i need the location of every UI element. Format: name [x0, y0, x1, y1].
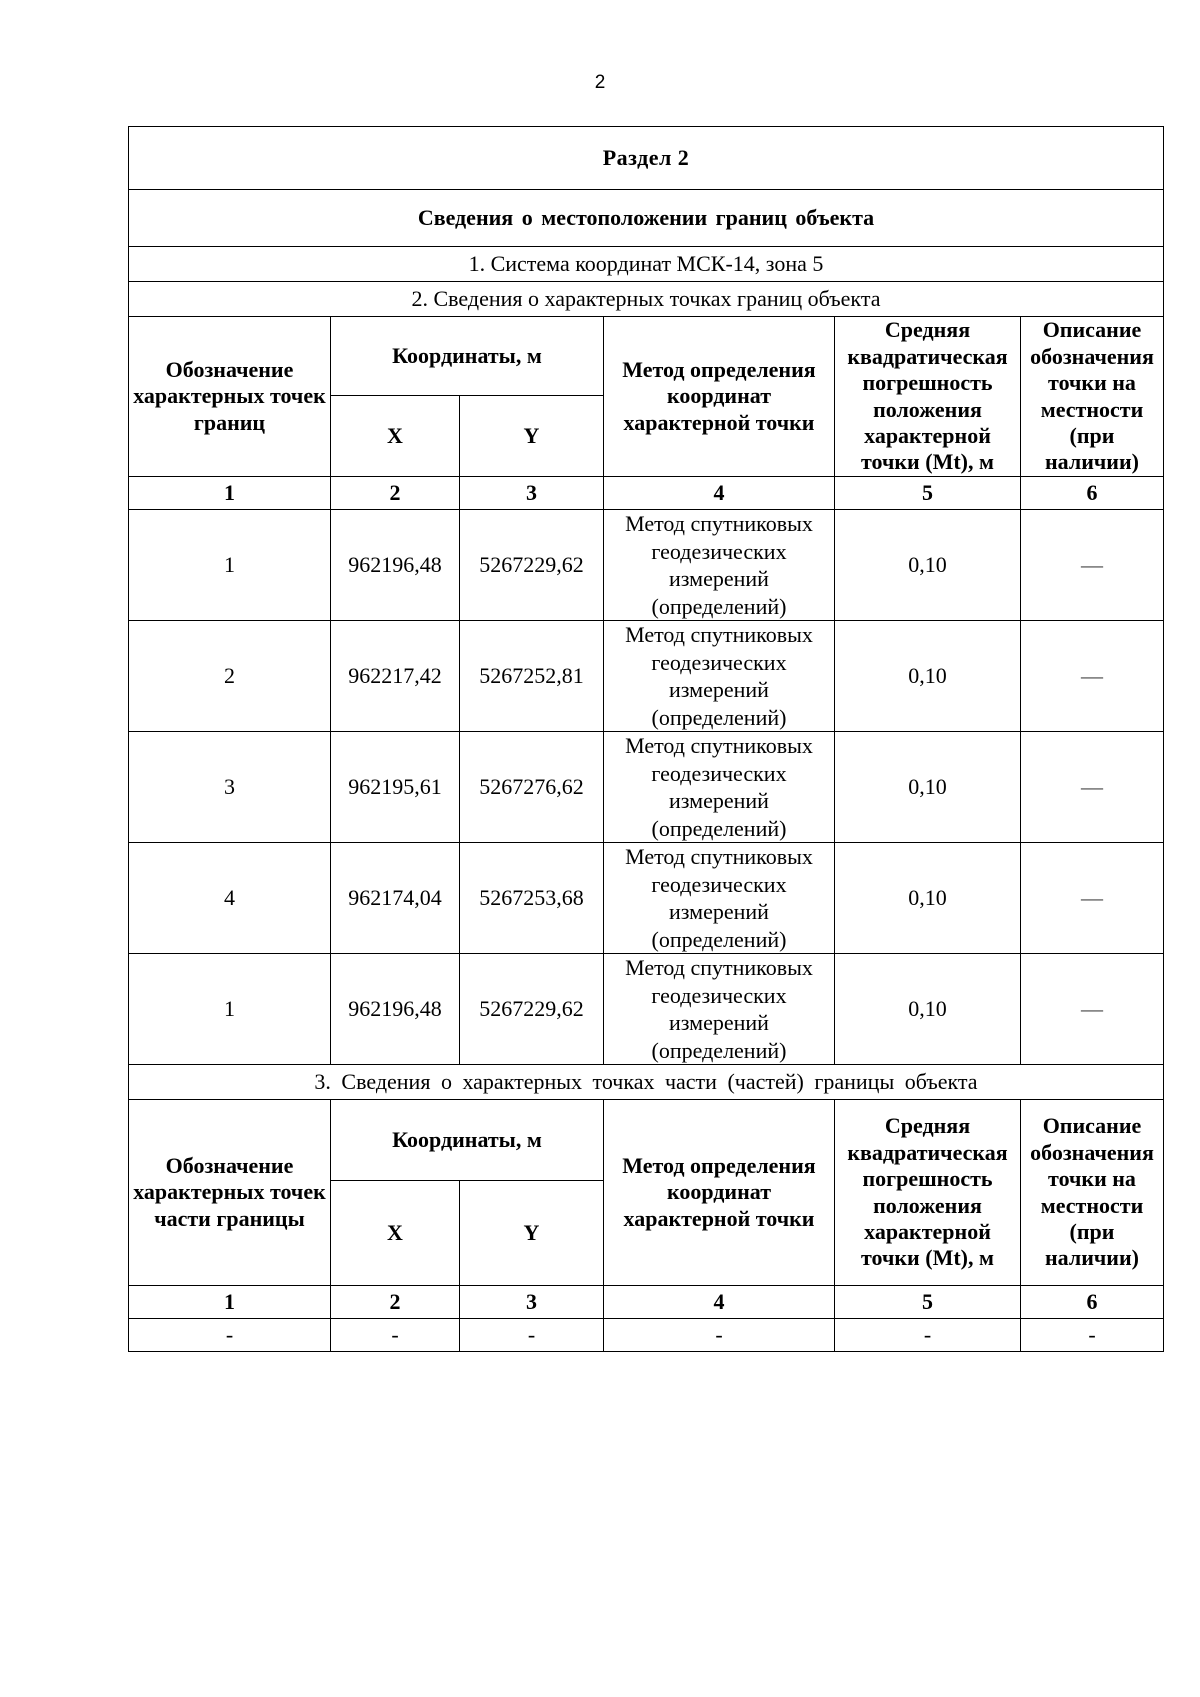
table-row	[129, 843, 1164, 954]
coord-x: 962217,42	[331, 621, 460, 732]
header-designation: Обозначение характерных точек части границы	[129, 1100, 331, 1286]
column-number: 1	[129, 1286, 331, 1319]
header-coordinates: Координаты, м	[331, 317, 604, 396]
column-number: 6	[1021, 1286, 1164, 1319]
header-x: X	[331, 396, 460, 477]
point-designation: 2	[129, 621, 331, 732]
point-designation: 3	[129, 732, 331, 843]
column-number: 6	[1021, 477, 1164, 510]
column-number: 5	[835, 477, 1021, 510]
method: Метод спутниковых геодезических измерений (определений)	[604, 843, 835, 954]
description: —	[1021, 621, 1164, 732]
method: Метод спутниковых геодезических измерений (определений)	[604, 732, 835, 843]
column-numbers-row	[129, 477, 1164, 510]
coord-y: -	[460, 1319, 604, 1352]
point-designation: -	[129, 1319, 331, 1352]
header-designation: Обозначение характерных точек границ	[129, 317, 331, 477]
error: 0,10	[835, 732, 1021, 843]
header-description: Описание обозначения точки на местности (при наличии)	[1021, 1100, 1164, 1286]
error: 0,10	[835, 621, 1021, 732]
column-number: 4	[604, 477, 835, 510]
coord-x: 962195,61	[331, 732, 460, 843]
coord-x: 962174,04	[331, 843, 460, 954]
description: —	[1021, 732, 1164, 843]
column-numbers-row	[129, 1286, 1164, 1319]
header-error: Средняя квадратическая погрешность положения характерной точки (Mt), м	[835, 317, 1021, 477]
method: Метод спутниковых геодезических измерений (определений)	[604, 621, 835, 732]
header-y: Y	[460, 396, 604, 477]
table-row	[129, 732, 1164, 843]
method: Метод спутниковых геодезических измерений (определений)	[604, 510, 835, 621]
method: -	[604, 1319, 835, 1352]
method: Метод спутниковых геодезических измерений (определений)	[604, 954, 835, 1065]
column-number: 4	[604, 1286, 835, 1319]
header-error: Средняя квадратическая погрешность положения характерной точки (Mt), м	[835, 1100, 1021, 1286]
column-number: 5	[835, 1286, 1021, 1319]
points-heading: 2. Сведения о характерных точках границ объекта	[129, 282, 1164, 317]
table-row	[129, 510, 1164, 621]
header-y: Y	[460, 1181, 604, 1286]
table-row	[129, 954, 1164, 1065]
header-method: Метод определения координат характерной точки	[604, 1100, 835, 1286]
column-number: 2	[331, 1286, 460, 1319]
header-description: Описание обозначения точки на местности (при наличии)	[1021, 317, 1164, 477]
coord-x: -	[331, 1319, 460, 1352]
coordinate-system: 1. Система координат МСК-14, зона 5	[129, 247, 1164, 282]
error: 0,10	[835, 510, 1021, 621]
header-method: Метод определения координат характерной точки	[604, 317, 835, 477]
table-row	[129, 1319, 1164, 1352]
coord-x: 962196,48	[331, 954, 460, 1065]
header-coordinates: Координаты, м	[331, 1100, 604, 1181]
description: —	[1021, 510, 1164, 621]
column-number: 3	[460, 477, 604, 510]
parts-heading: 3. Сведения о характерных точках части (частей) границы объекта	[129, 1065, 1164, 1100]
point-designation: 1	[129, 510, 331, 621]
section-table	[128, 126, 1164, 1352]
description: —	[1021, 843, 1164, 954]
description: —	[1021, 954, 1164, 1065]
coord-y: 5267252,81	[460, 621, 604, 732]
error: 0,10	[835, 843, 1021, 954]
table-row	[129, 621, 1164, 732]
coord-y: 5267253,68	[460, 843, 604, 954]
coord-x: 962196,48	[331, 510, 460, 621]
error: -	[835, 1319, 1021, 1352]
column-number: 2	[331, 477, 460, 510]
page-number: 2	[594, 72, 606, 93]
column-number: 3	[460, 1286, 604, 1319]
section-subtitle: Сведения о местоположении границ объекта	[129, 190, 1164, 247]
point-designation: 1	[129, 954, 331, 1065]
section-title: Раздел 2	[129, 127, 1164, 190]
coord-y: 5267276,62	[460, 732, 604, 843]
column-number: 1	[129, 477, 331, 510]
coord-y: 5267229,62	[460, 510, 604, 621]
error: 0,10	[835, 954, 1021, 1065]
header-x: X	[331, 1181, 460, 1286]
description: -	[1021, 1319, 1164, 1352]
point-designation: 4	[129, 843, 331, 954]
coord-y: 5267229,62	[460, 954, 604, 1065]
